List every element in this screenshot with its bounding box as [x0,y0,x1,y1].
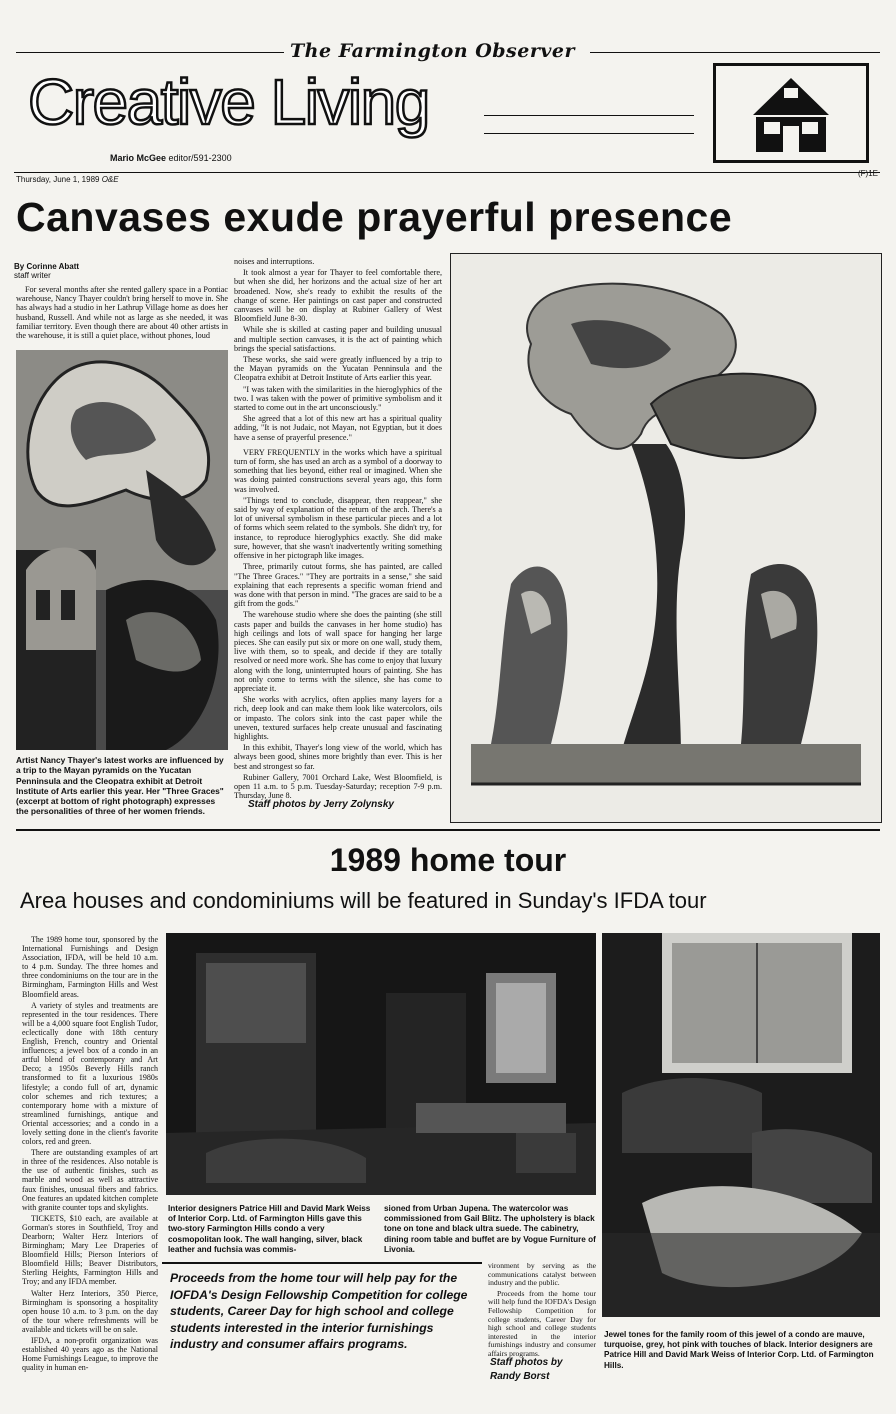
article1-paragraph: These works, she said were greatly influenced by a trip to the Mayan pyramids on the Yucatan Penninsula and the Cleopatra exhibit at Detroit Institute of Arts earlier this year. [234,355,442,383]
article1-paragraph: In this exhibit, Thayer's long view of the world, which has always been good, shines more brightly than ever. This is her best and strongest so far. [234,743,442,771]
article1-photo-credit: Staff photos by Jerry Zolynsky [248,799,394,810]
article1-paragraph: noises and interruptions. [234,257,315,266]
house-logo-icon [716,66,866,160]
article1-col1-text: For several months after she rented gallery space in a Pontiac warehouse, Nancy Thayer couldn't bring herself to move in. She has always had a studio in her Lathrup Village home as does her husband, Russell. And while not as large as she needed, it was familiar territory. Even though there are about 40 other artists in the warehouse, it is still a quiet place, without phones, loud [16,285,228,341]
article2-right-paragraph: vironment by serving as the communications catalyst between industry and the public. [488,1261,596,1288]
article1-col1 [16,285,228,347]
article1-headline: Canvases exude prayerful presence [16,194,733,240]
article2-photo-credit: Staff photos by Randy Borst [490,1357,563,1382]
article1-paragraph: "I was taken with the similarities in the hieroglyphics of the two. I was taken with the power of primitive symbolism and it started to come out in the art unconsciously." [234,384,442,413]
article2-photo-right [602,933,880,1317]
article1-paragraph: She works with acrylics, often applies many layers for a rich, deep look and can make them look like watercolors, oils or impasto. The colors sink into the cast paper while the uneven, textured surfaces help create unusual and fascinating highlights. [234,695,442,741]
section-rule-1 [484,115,694,116]
article1-paragraph: The warehouse studio where she does the painting (she still casts paper and builds the canvases in her home studio) has high ceilings and lots of wall space for hanging her large pieces. She can easily put six or more on one wall, study them, live with them, so to speak, and decide if they are totally resolved or need more work. She has come to enjoy that luxury along with the long, uninterrupted hours of painting. She has not only come to terms with the silence, she has come to appreciate it. [234,610,442,693]
section-rule-2 [484,133,694,134]
article2-col-right [488,1261,596,1358]
article1-col2 [234,257,442,801]
article1-photo-right [450,253,882,823]
article2-caption1b: sioned from Urban Jupena. The watercolor was commissioned from Gail Blitz. The upholstery is black tone on tone and black ultra suede. The cabinetry, dining room table and buffet are by Vogue Furniture of Livonia. [384,1204,596,1254]
article2-paragraph: Walter Herz Interiors, 350 Pierce, Birmingham is sponsoring a hospitality open house 10 a.m. to 3 p.m. on the day of the tour where refreshments will be available and tickets will be on sale. [22,1288,158,1334]
dateline [16,175,119,184]
article1-paragraph: Rubiner Gallery, 7001 Orchard Lake, West Bloomfield, is open 11 a.m. to 5 p.m. Tuesday-Saturday; reception 7-9 p.m. Thursday, June 8. [234,772,442,801]
article-divider [16,829,880,831]
byline-role: staff writer [14,271,51,280]
edition-code: (F)1E [858,169,878,178]
byline-author: By Corinne Abatt [14,262,80,271]
paper-name: The Farmington Observer [290,40,575,62]
promo-text: Proceeds from the home tour will help pay for the IOFDA's Design Fellowship Competition for college students, Career Day for high school and college students interested in the interior furnishings industry and consumer affairs programs. [170,1271,468,1352]
article2-paragraph: There are outstanding examples of art in three of the residences. Also notable is the use of authentic finishes, such as marble and wood as well as attractive faux finishes, unusual fibers and fabrics. One features an updated kitchen complete with granite counter tops and skylights. [22,1148,158,1212]
editor-credit [110,153,232,163]
article2-paragraph: TICKETS, $10 each, are available at Gorman's stores in Southfield, Troy and Dearborn; Walter Herz Interiors of Birmingham; Mary Lee Draperies of Bloomfield Hills; Pierson Interiors of Bloomfield Hills; Beaver Distributors, Sterling Heights, Farmington Hills and Troy; and any IFDA member. [22,1213,158,1287]
section-title: Creative Living [28,66,429,138]
editor-name: Mario McGee [110,153,167,163]
article2-caption2: Jewel tones for the family room of this jewel of a condo are mauve, turquoise, grey, hot pink with touches of black. Interior designers are Patrice Hill and David Mark Weiss of Interior Corp. Ltd. of Farmington Hills. [604,1330,874,1370]
article1-paragraph: VERY FREQUENTLY in the works which have a spiritual turn of form, she has used an arch as a symbol of a doorway to something that lies beyond, either real or imagined. When she was doing painted constructions several years ago, this form was involved. [234,447,442,494]
article2-paragraph: The 1989 home tour, sponsored by the International Furnishings and Design Association, IFDA, will be held 10 a.m. to 4 p.m. Sunday. The three homes and three condominiums on the tour are in the Birmingham, Farmington Hills and West Bloomfield areas. [22,935,158,999]
article2-col1 [22,935,158,1395]
article1-photo-left [16,350,228,750]
section-logo [713,63,869,163]
article2-paragraph: IFDA, a non-profit organization was established 40 years ago as the National Home Furnishings League, to improve the quality in human en- [22,1336,158,1373]
article2-headline: 1989 home tour [329,842,567,878]
article1-paragraph: Three, primarily cutout forms, she has painted, are called "The Three Graces." "They are portraits in a sense," she said explaining that each represents a specific woman friend and was done with that person in mind. "The graces are said to be a gift from the gods." [234,562,442,609]
masthead-rule-right [590,52,880,53]
article1-paragraph: She agreed that a lot of this new art has a spiritual quality adding, "It is not Judaic, not Mayan, not Egyptian, but it does have a sense of prayerful presence." [234,414,442,442]
article1-paragraph: It took almost a year for Thayer to feel comfortable there, but when she did, her horizons and the actual size of her art broadened. Now, she's ready to exhibit the results of the change of scene. Her paintings on cast paper and constructed canvases will be on display at Rubiner Gallery of West Bloomfield June 8-30. [234,268,442,324]
dateline-code: O&E [101,175,119,184]
article1-paragraph: While she is skilled at casting paper and building unusual and multiple section canvases, it is the act of painting which brings the special satisfactions. [234,325,442,353]
article1-byline [14,262,79,280]
article2-subhead: Area houses and condominiums will be featured in Sunday's IFDA tour [20,888,707,913]
editor-info: editor/591-2300 [168,153,232,163]
article2-caption1: Interior designers Patrice Hill and David Mark Weiss of Interior Corp. Ltd. of Farmington Hills gave this two-story Farmington Hills condo a very cosmopolitan look. The wall hanging, silver, black leather and fuchsia was commis- [168,1204,371,1254]
article2-right-paragraph: Proceeds from the home tour will help fund the IOFDA's Design Fellowship Competition for college students, Career Day for high school and college students interested in the interior furnishings industry and consumer affairs programs. [488,1288,596,1358]
article2-paragraph: A variety of styles and treatments are represented in the tour residences. There will be a 4,000 square foot English Tudor, eclectically done with 18th century English, French, country and Oriental influences; a jewel box of a condo in an artful blend of contemporary and Art Deco; a 1950s Beverly Hills ranch transformed to fit a luxurious 1980s lifestyle; a condo full of art, dynamic color schemes and rich textures; a contemporary home with a mixture of streamlined furnishings, antique and Oriental accessories; and a condo in a lovely setting done in the client's favorite colors, red and green. [22,1000,158,1147]
dateline-rule [14,172,880,173]
article2-photo-left [166,933,596,1195]
article1-paragraph: "Things tend to conclude, disappear, then reappear," she said by way of explanation of the return of the arch. There's a lot of universal symbolism in these particular pieces and a lot of forms which seem related to the symbols. She didn't try, for instance, to reproduce hieroglyphics exactly. She did make sure, however, that she wasn't inadvertently writing something offensive in her pictograph like images. [234,495,442,561]
masthead-rule-left [16,52,284,53]
dateline-date: Thursday, June 1, 1989 [16,175,100,184]
article1-caption: Artist Nancy Thayer's latest works are influenced by a trip to the Mayan pyramids on the Yucatan Penninsula and the Cleopatra exhibit at Detroit Institute of Arts earlier this year. Her "Three Graces" (excerpt at bottom of right photograph) expresses the personalities of three of her women friends. [16,755,224,817]
